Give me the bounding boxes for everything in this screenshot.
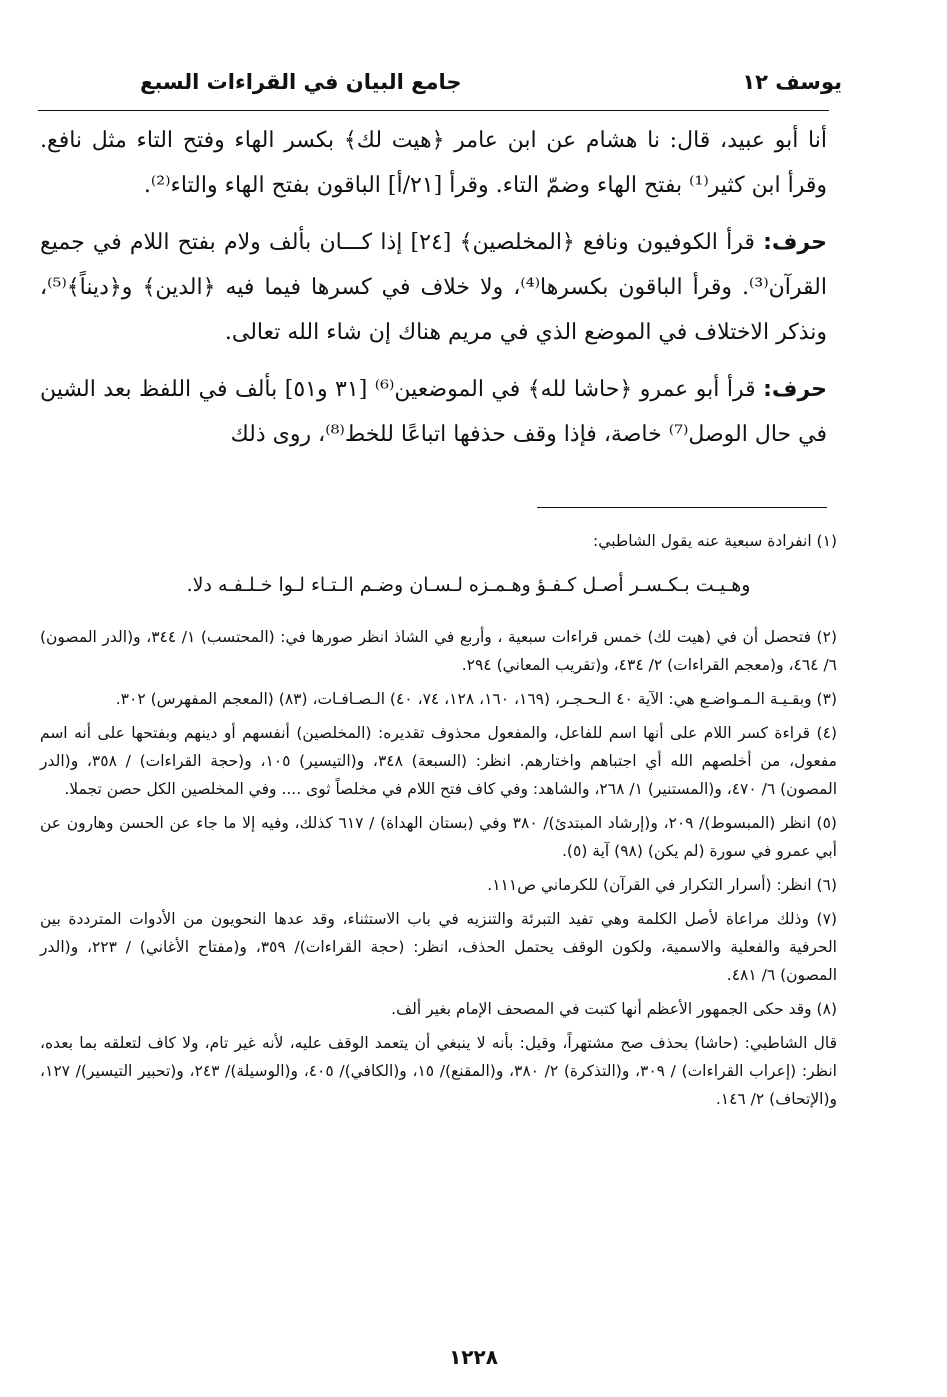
harf-label: حرف: xyxy=(763,230,827,255)
footnote-1: (١) انفرادة سبعية عنه يقول الشاطبي: xyxy=(593,532,837,550)
running-head-surah: يوسف ١٢ xyxy=(742,70,842,94)
footnotes xyxy=(40,527,837,1119)
header-rule xyxy=(38,110,829,111)
paragraph-1: أنا أبو عبيد، قال: نا هشام عن ابن عامر ﴿هيت لك﴾ بكسر الهاء وفتح التاء مثل نافع. وقرأ ابن كثير⁽¹⁾ بفتح الهاء وضمّ التاء. وقرأ [٢١/أ] الباقون بفتح الهاء والتاء⁽²⁾. xyxy=(40,128,827,198)
footnote-8: (٨) وقد حكى الجمهور الأعظم أنها كتبت في المصحف الإمام بغير ألف. xyxy=(391,1000,837,1018)
footnote-2: (٢) فتحصل أن في (هيت لك) خمس قراءات سبعية ، وأربع في الشاذ انظر صورها في: (المحتسب) ١/ ٣٤٤، و(الدر المصون) ٦/ ٤٦٤، و(معجم القراءات) ٢/ ٤٣٤، و(تقريب المعاني) ٢٩٤. xyxy=(40,628,837,674)
footnote-1-verse: وهـيـت بـكـسـر أصـل كـفـؤ وهـمـزه لـسـان وضـم الـتـاء لـوا خـلـفـه دلا. xyxy=(186,574,751,596)
main-text xyxy=(40,118,827,465)
footnote-7: (٧) وذلك مراعاة لأصل الكلمة وهي تفيد التبرئة والتنزيه في باب الاستثناء، وقد عدها النحويون من الأدوات المترددة بين الحرفية والفعلية والاسمية، ولكون الوقف يحتمل الحذف، انظر: (حجة القراءات)/ ٣٥٩، و(مفتاح الأغاني) / ٢٢٣، و(الدر المصون) ٦/ ٤٨١. xyxy=(40,910,837,984)
paragraph-3 xyxy=(40,367,827,457)
footnote-5: (٥) انظر (المبسوط)/ ٢٠٩، و(إرشاد المبتدئ)/ ٣٨٠ وفي (بستان الهداة) / ٦١٧ كذلك، وفيه إلا ما جاء عن الحسن وهارون عن أبي عمرو في سورة (لم يكن) (٩٨) آية (٥). xyxy=(40,814,837,860)
footnote-4: (٤) قراءة كسر اللام على أنها اسم للفاعل، والمفعول محذوف تقديره: (المخلصين) أنفسهم أو دينهم وبفتحها على أنه اسم مفعول، من أخلصهم الله أي اجتباهم واختارهم. انظر: (السبعة) ٣٤٨، و(التيسير) ١٠٥، و(حجة القراءات) / ٣٥٨، و(الدر المصون) ٦/ ٤٧٠، و(المستنير) ١/ ٢٦٨، والشاهد: وفي كاف فتح اللام في مخلصاً ثوى .... وفي المخلصين الكل حصن تجملا. xyxy=(40,724,837,798)
paragraph-3-text: قرأ أبو عمرو ﴿حاشا لله﴾ في الموضعين⁽⁶⁾ [٣١ و٥١] بألف في اللفظ بعد الشين في حال الوصل⁽⁷⁾ خاصة، فإذا وقف حذفها اتباعًا للخط⁽⁸⁾، روى ذلك xyxy=(40,377,827,447)
footnote-rule xyxy=(537,507,827,508)
footnote-6: (٦) انظر: (أسرار التكرار في القرآن) للكرماني ص١١١. xyxy=(487,876,837,894)
running-head-book-title: جامع البيان في القراءات السبع xyxy=(140,70,462,94)
footnote-3: (٣) وبقـيـة الـمـواضـع هي: الآية ٤٠ الـحـجـر، (١٦٩، ١٦٠، ١٢٨، ٧٤، ٤٠) الـصـافـات، (٨٣) (المعجم المفهرس) ٣٠٢. xyxy=(115,690,837,708)
page-number: ١٢٢٨ xyxy=(449,1345,498,1369)
paragraph-2-text: قرأ الكوفيون ونافع ﴿المخلصين﴾ [٢٤] إذا كـــان بألف ولام بفتح اللام في جميع القرآن⁽³⁾. وقرأ الباقون بكسرها⁽⁴⁾، ولا خلاف في كسرها فيما فيه ﴿الدين﴾ و﴿ديناً﴾⁽⁵⁾، ونذكر الاختلاف في الموضع الذي في مريم هناك إن شاء الله تعالى. xyxy=(40,230,827,345)
paragraph-2 xyxy=(40,220,827,355)
footnote-8-continued: قال الشاطبي: (حاشا) بحذف صح مشتهراً، وقيل: بأنه لا ينبغي أن يتعمد الوقف عليه، لأنه غير تام، ولا كاف لتعلقه بما بعده، انظر: (إعراب القراءات) / ٣٠٩، و(التذكرة) ٢/ ٣٨٠، و(المقنع)/ ١٥، و(الكافي)/ ٤٠٥، و(الوسيلة)/ ٢٤٣، و(تحبير التيسير)/ ١٢٧، و(الإتحاف) ٢/ ١٤٦. xyxy=(40,1034,837,1108)
harf-label: حرف: xyxy=(763,377,827,402)
